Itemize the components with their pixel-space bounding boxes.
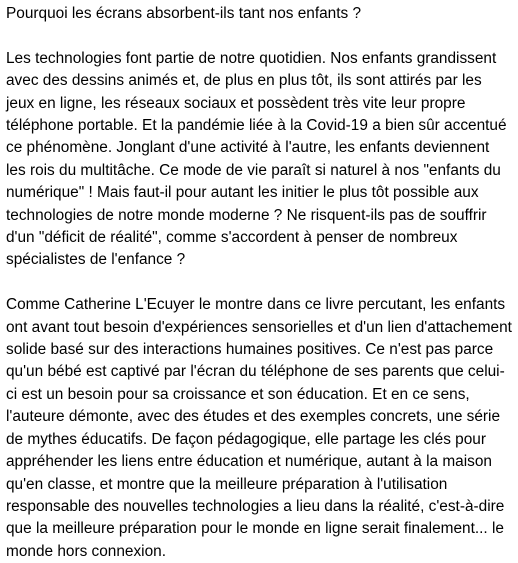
- paragraph-spacer: [6, 272, 512, 294]
- paragraph-spacer: [6, 25, 512, 47]
- document-title: Pourquoi les écrans absorbent-ils tant nos enfants ?: [6, 5, 362, 22]
- paragraph-author: Comme Catherine L'Ecuyer le montre dans ce livre percutant, les enfants ont avant tout besoin d'expériences sensorielles et d'un lien d'attachement solide basé sur des interactions humaines positives. Ce n'est pas parce qu'un bébé est captivé par l'écran du téléphone de ses parents que celui-ci est un besoin pour sa croissance et son éducation. Et en ce sens, l'auteure démonte, avec des études et des exemples concrets, une série de mythes éducatifs. De façon pédagogique, elle partage les clés pour appréhender les liens entre éducation et numérique, autant à la maison qu'en classe, et montre que la meilleure préparation à l'utilisation responsable des nouvelles technologies a lieu dans la réalité, c'est-à-dire que la meilleure préparation pour le monde en ligne serait finalement... le monde hors connexion.: [6, 296, 512, 560]
- paragraph-intro: Les technologies font partie de notre quotidien. Nos enfants grandissent avec des dessins animés et, de plus en plus tôt, ils sont attirés par les jeux en ligne, les réseaux sociaux et possèdent très vite leur propre téléphone portable. Et la pandémie liée à la Covid-19 a bien sûr accentué ce phénomène. Jonglant d'une activité à l'autre, les enfants deviennent les rois du multitâche. Ce mode de vie paraît si naturel à nos "enfants du numérique" ! Mais faut-il pour autant les initier le plus tôt possible aux technologies de notre monde moderne ? Ne risquent-ils pas de souffrir d'un "déficit de réalité", comme s'accordent à penser de nombreux spécialistes de l'enfance ?: [6, 49, 507, 269]
